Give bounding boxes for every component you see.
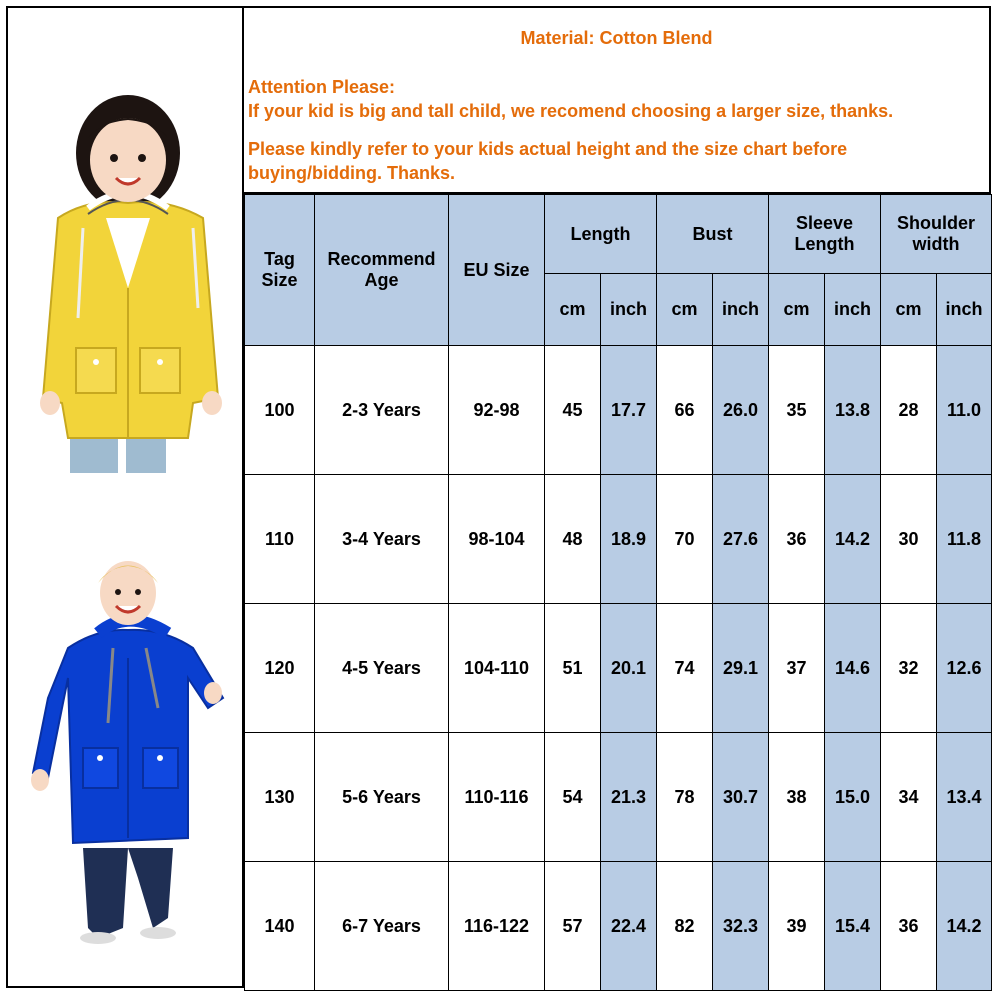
shoulder-cm-cell: 34 [881,733,937,862]
header-unit-cm: cm [545,274,601,346]
header-tag-size: Tag Size [245,195,315,346]
header-recommend-age: Recommend Age [315,195,449,346]
girl-yellow-jacket-photo [28,68,228,478]
refer-line-2: buying/bidding. Thanks. [248,163,455,183]
tag-size-cell: 110 [245,475,315,604]
table-row [245,862,992,991]
shoulder-inch-cell: 13.4 [937,733,992,862]
bust-inch-cell: 29.1 [713,604,769,733]
header-unit-inch: inch [601,274,657,346]
sleeve-inch-cell: 14.2 [825,475,881,604]
length-inch-cell: 20.1 [601,604,657,733]
boy-blue-jacket-photo [28,548,228,948]
sleeve-cm-cell: 35 [769,346,825,475]
table-row [245,346,992,475]
length-cm-cell: 51 [545,604,601,733]
refer-line-1: Please kindly refer to your kids actual height and the size chart before [248,139,848,159]
bust-cm-cell: 78 [657,733,713,862]
refer-note [248,137,985,185]
header-eu-size: EU Size [449,195,545,346]
size-table [244,194,992,991]
shoulder-cm-cell: 36 [881,862,937,991]
length-cm-cell: 45 [545,346,601,475]
header-unit-inch: inch [937,274,992,346]
sleeve-cm-cell: 37 [769,604,825,733]
length-inch-cell: 21.3 [601,733,657,862]
size-info-panel [244,8,989,986]
bust-inch-cell: 26.0 [713,346,769,475]
shoulder-inch-cell: 14.2 [937,862,992,991]
attention-note [248,75,985,123]
eu-size-cell: 92-98 [449,346,545,475]
length-cm-cell: 57 [545,862,601,991]
tag-size-cell: 130 [245,733,315,862]
table-row [245,475,992,604]
attention-title: Attention Please: [248,77,396,97]
eu-size-cell: 104-110 [449,604,545,733]
age-cell: 2-3 Years [315,346,449,475]
eu-size-cell: 116-122 [449,862,545,991]
sleeve-inch-cell: 15.0 [825,733,881,862]
table-row [245,604,992,733]
header-sleeve-length: Sleeve Length [769,195,881,274]
shoulder-cm-cell: 28 [881,346,937,475]
bust-cm-cell: 66 [657,346,713,475]
eu-size-cell: 98-104 [449,475,545,604]
age-cell: 3-4 Years [315,475,449,604]
size-chart-frame [6,6,991,988]
sleeve-cm-cell: 36 [769,475,825,604]
header-unit-cm: cm [881,274,937,346]
product-photos-panel [8,8,244,986]
length-inch-cell: 17.7 [601,346,657,475]
age-cell: 4-5 Years [315,604,449,733]
age-cell: 5-6 Years [315,733,449,862]
material-note: Material: Cotton Blend [520,28,713,48]
shoulder-inch-cell: 11.8 [937,475,992,604]
shoulder-cm-cell: 32 [881,604,937,733]
length-inch-cell: 22.4 [601,862,657,991]
header-length: Length [545,195,657,274]
length-cm-cell: 48 [545,475,601,604]
bust-inch-cell: 27.6 [713,475,769,604]
header-shoulder-width: Shoulder width [881,195,992,274]
header-unit-inch: inch [713,274,769,346]
attention-body: If your kid is big and tall child, we recomend choosing a larger size, thanks. [248,101,894,121]
bust-inch-cell: 32.3 [713,862,769,991]
bust-cm-cell: 70 [657,475,713,604]
length-inch-cell: 18.9 [601,475,657,604]
header-unit-cm: cm [769,274,825,346]
table-row [245,733,992,862]
header-bust: Bust [657,195,769,274]
bust-cm-cell: 74 [657,604,713,733]
header-unit-inch: inch [825,274,881,346]
sleeve-inch-cell: 14.6 [825,604,881,733]
tag-size-cell: 120 [245,604,315,733]
header-unit-cm: cm [657,274,713,346]
shoulder-cm-cell: 30 [881,475,937,604]
sleeve-inch-cell: 15.4 [825,862,881,991]
bust-cm-cell: 82 [657,862,713,991]
notes-box [244,8,989,194]
age-cell: 6-7 Years [315,862,449,991]
shoulder-inch-cell: 12.6 [937,604,992,733]
sleeve-cm-cell: 39 [769,862,825,991]
tag-size-cell: 100 [245,346,315,475]
length-cm-cell: 54 [545,733,601,862]
shoulder-inch-cell: 11.0 [937,346,992,475]
size-table-body [245,346,992,991]
tag-size-cell: 140 [245,862,315,991]
bust-inch-cell: 30.7 [713,733,769,862]
eu-size-cell: 110-116 [449,733,545,862]
sleeve-inch-cell: 13.8 [825,346,881,475]
sleeve-cm-cell: 38 [769,733,825,862]
